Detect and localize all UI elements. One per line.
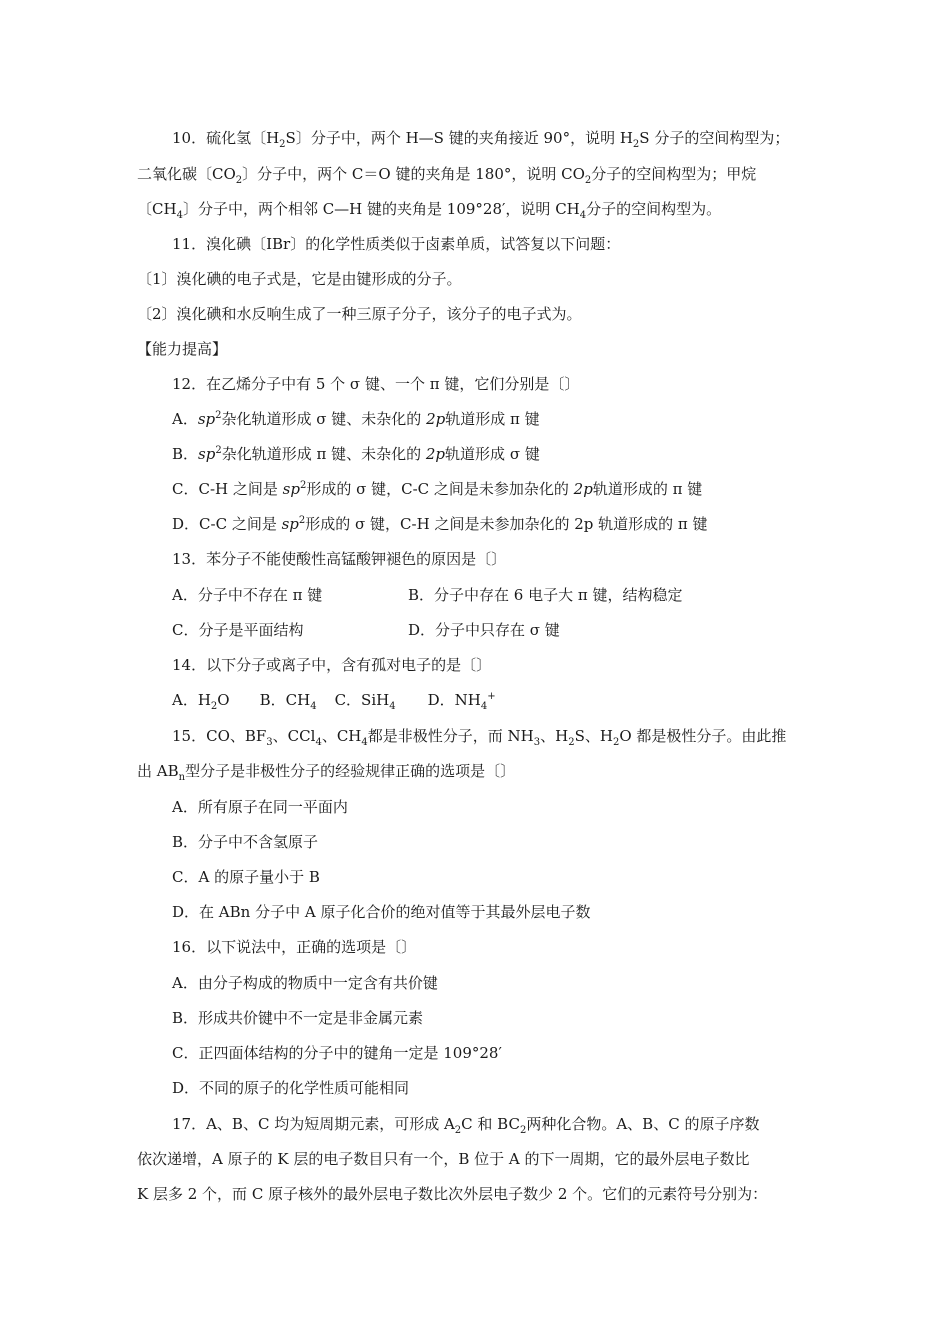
q10-text: 10．硫化氢〔H <box>172 129 280 147</box>
subscript: 3 <box>533 737 541 748</box>
superscript: 2 <box>215 410 222 421</box>
q15-text: 型分子是非极性分子的经验规律正确的选项是〔〕 <box>185 762 516 780</box>
q15-text: 15．CO、BF <box>172 727 267 745</box>
q11-stem: 11．溴化碘〔IBr〕的化学性质类似于卤素单质，试答复以下问题： <box>172 235 621 253</box>
q10-text: 〔CH <box>137 200 177 218</box>
option-text: 轨道形成 σ 键 <box>445 445 540 463</box>
q12-stem: 12．在乙烯分子中有 5 个 σ 键、一个 π 键，它们分别是〔〕 <box>172 375 580 393</box>
q13-option-a: A．分子中不存在 π 键 <box>172 586 323 604</box>
superscript: 2 <box>299 480 307 491</box>
superscript: 2 <box>215 445 222 456</box>
q10-text: 分子的空间构型为；甲烷 <box>591 165 757 183</box>
q16-option-d: D．不同的原子的化学性质可能相同 <box>172 1079 410 1097</box>
option-text: 轨道形成的 π 键 <box>592 480 703 498</box>
option-text: 杂化轨道形成 σ 键、未杂化的 <box>221 410 427 428</box>
italic-term: sp <box>198 445 216 463</box>
q10-text: 〕分子中，两个相邻 C—H 键的夹角是 109°28′，说明 CH <box>182 200 580 218</box>
q17-line-2: 依次递增，A 原子的 K 层的电子数目只有一个，B 位于 A 的下一周期，它的最外层电子数比 <box>137 1150 750 1168</box>
subscript: 4 <box>315 737 322 748</box>
q15-line-1 <box>172 726 827 746</box>
q11-part-1: 〔1〕溴化碘的电子式是，它是由键形成的分子。 <box>137 270 462 288</box>
subscript: 2 <box>584 175 592 186</box>
option-label: A． <box>172 410 198 428</box>
q10-line-2 <box>137 164 827 184</box>
subscript: 4 <box>361 737 368 748</box>
superscript: 2 <box>298 515 306 526</box>
q15-text: 、CCl <box>272 727 316 745</box>
q15-text: 出 AB <box>137 762 179 780</box>
subscript: 2 <box>612 737 620 748</box>
q15-text: 都是非极性分子，而 NH <box>367 727 534 745</box>
q10-line-3 <box>137 199 827 219</box>
q10-text: S〕分子中，两个 H—S 键的夹角接近 90°，说明 H <box>285 129 633 147</box>
subscript: 2 <box>210 701 218 712</box>
q13-option-d: D．分子中只存在 σ 键 <box>408 621 560 639</box>
subscript: 2 <box>454 1125 462 1136</box>
option-b: B．CH <box>259 691 311 709</box>
option-text: 形成的 σ 键，C-C 之间是未参加杂化的 <box>306 480 574 498</box>
q16-stem: 16．以下说法中，正确的选项是〔〕 <box>172 938 417 956</box>
q13-option-b: B．分子中存在 6 电子大 π 键，结构稳定 <box>408 586 683 604</box>
subscript: 3 <box>266 737 273 748</box>
q15-text: 、CH <box>321 727 362 745</box>
subscript: 4 <box>176 210 183 221</box>
q14-stem: 14．以下分子或离子中，含有孤对电子的是〔〕 <box>172 656 492 674</box>
option-c: C．SiH <box>334 691 390 709</box>
q12-option-c <box>172 479 827 499</box>
italic-term: 2p <box>425 445 446 463</box>
q17-line-3: K 层多 2 个，而 C 原子核外的最外层电子数比次外层电子数少 2 个。它们的元素符号分别为： <box>137 1185 768 1203</box>
q15-option-a: A．所有原子在同一平面内 <box>172 798 348 816</box>
subscript: 2 <box>235 175 243 186</box>
q13-option-c: C．分子是平面结构 <box>172 621 304 639</box>
subscript: 2 <box>632 139 640 150</box>
q10-line-1 <box>172 128 827 148</box>
superscript: + <box>487 691 496 702</box>
q16-option-b: B．形成共价键中不一定是非金属元素 <box>172 1009 424 1027</box>
subscript: 4 <box>310 701 317 712</box>
q17-line-1 <box>172 1114 827 1134</box>
q10-text: 二氧化碳〔CO <box>137 165 236 183</box>
option-d: D．NH <box>427 691 481 709</box>
q10-text: S 分子的空间构型为； <box>639 129 790 147</box>
option-text: 形成的 σ 键，C-H 之间是未参加杂化的 2p 轨道形成的 π 键 <box>305 515 708 533</box>
q10-text: 分子的空间构型为。 <box>586 200 722 218</box>
option-text: 轨道形成 π 键 <box>445 410 540 428</box>
q15-text: S、H <box>574 727 613 745</box>
option-text: 杂化轨道形成 π 键、未杂化的 <box>221 445 426 463</box>
q14-options <box>172 690 827 710</box>
q15-option-c: C．A 的原子量小于 B <box>172 868 320 886</box>
q13-stem: 13．苯分子不能使酸性高锰酸钾褪色的原因是〔〕 <box>172 550 507 568</box>
italic-term: 2p <box>573 480 593 498</box>
subscript: 2 <box>279 139 286 150</box>
section-heading: 【能力提高】 <box>137 340 228 358</box>
subscript: 4 <box>389 701 396 712</box>
q15-text: O 都是极性分子。由此推 <box>619 727 787 745</box>
italic-term: 2p <box>426 410 446 428</box>
q15-option-b: B．分子中不含氢原子 <box>172 833 319 851</box>
q16-option-a: A．由分子构成的物质中一定含有共价键 <box>172 974 438 992</box>
q12-option-a <box>172 409 827 429</box>
q15-option-d: D．在 ABn 分子中 A 原子化合价的绝对值等于其最外层电子数 <box>172 903 591 921</box>
q17-text: 两种化合物。A、B、C 的原子序数 <box>526 1115 760 1133</box>
subscript: n <box>178 772 186 783</box>
q11-part-2: 〔2〕溴化碘和水反响生成了一种三原子分子，该分子的电子式为。 <box>137 305 582 323</box>
subscript: 2 <box>568 737 575 748</box>
q17-text: C 和 BC <box>461 1115 520 1133</box>
option-text: C．C-H 之间是 <box>172 480 283 498</box>
q16-option-c: C．正四面体结构的分子中的键角一定是 109°28′ <box>172 1044 502 1062</box>
q15-line-2 <box>137 761 827 781</box>
subscript: 4 <box>579 210 587 221</box>
q10-text: 〕分子中，两个 C＝O 键的夹角是 180°，说明 CO <box>242 165 585 183</box>
italic-term: sp <box>281 515 299 533</box>
subscript: 4 <box>480 701 488 712</box>
italic-term: sp <box>197 410 216 428</box>
q17-text: 17．A、B、C 均为短周期元素，可形成 A <box>172 1115 455 1133</box>
q15-text: 、H <box>540 727 569 745</box>
subscript: 2 <box>519 1125 527 1136</box>
q12-option-b <box>172 444 827 464</box>
option-text: D．C-C 之间是 <box>172 515 282 533</box>
option-a-tail: O <box>217 691 230 709</box>
italic-term: sp <box>282 480 300 498</box>
q12-option-d <box>172 514 827 534</box>
option-label: B． <box>172 445 199 463</box>
option-a: A．H <box>172 691 211 709</box>
